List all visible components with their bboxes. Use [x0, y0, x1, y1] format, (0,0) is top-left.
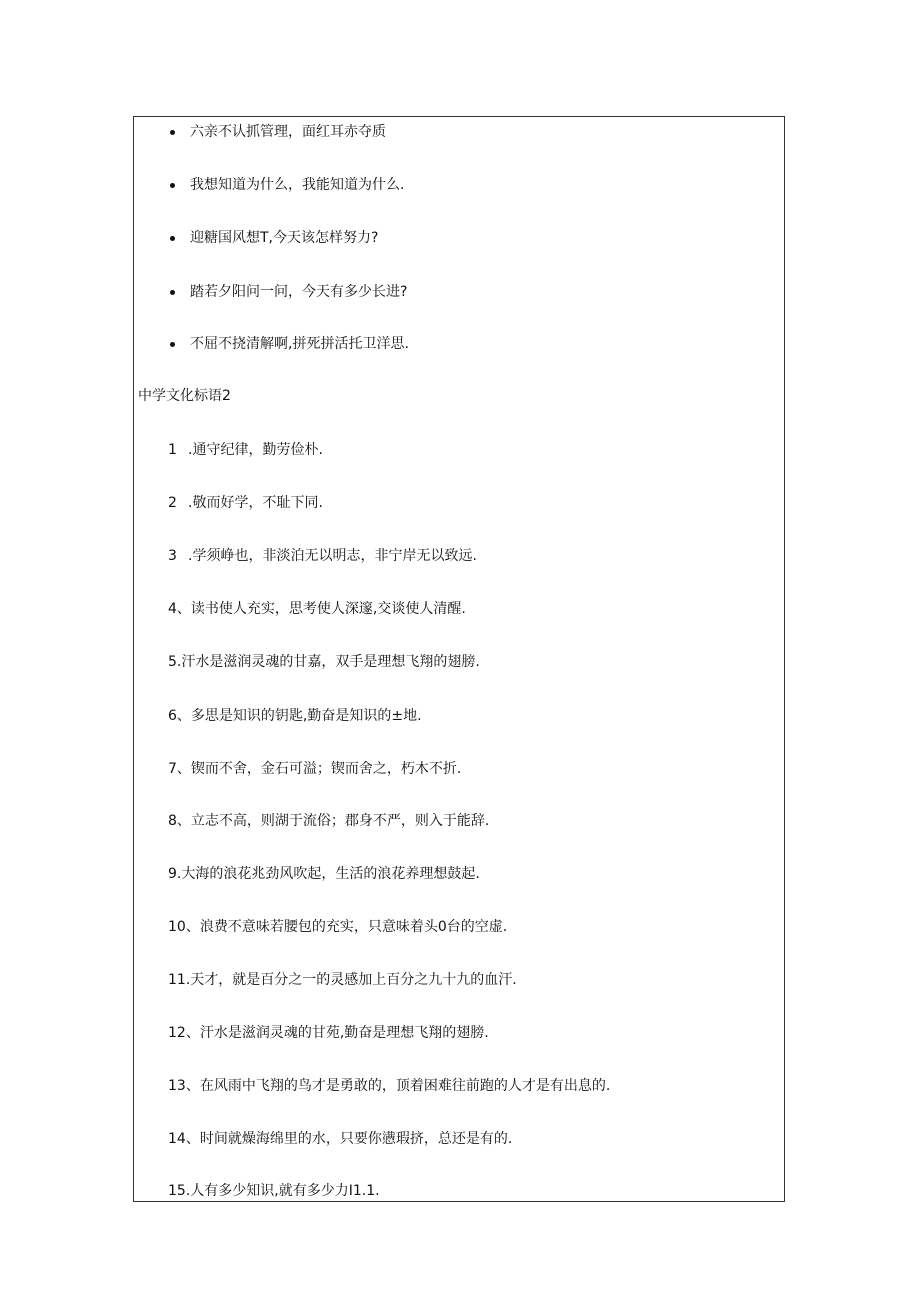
bullet-icon	[170, 183, 175, 188]
list-item-text: 不屈不挠清解啊,拼死拼活托卫洋思.	[190, 336, 409, 352]
numbered-item: 12、汗水是滋润灵魂的甘苑,勤奋是理想飞翔的翅膀.	[168, 1025, 489, 1041]
numbered-item: 5.汗水是滋润灵魂的甘嘉，双手是理想飞翔的翅膀.	[168, 654, 480, 670]
numbered-item: 14、时间就燥海绵里的水，只要你懑瑕挤，总还是有的.	[168, 1131, 513, 1147]
numbered-item: 10、浪费不意味若腰包的充实，只意味着头0台的空虚.	[168, 919, 508, 935]
numbered-item: 7、锲而不舍，金石可溢；锲而舍之，朽木不折.	[168, 761, 462, 777]
document-frame	[133, 116, 785, 1202]
numbered-item: 4、读书使人充实，思考使人深邃,交谈使人清醒.	[168, 601, 466, 617]
list-item-text: 迎糖国风想T,今天该怎样努力?	[190, 230, 379, 246]
item-number: 2	[168, 495, 177, 511]
section-heading: 中学文化标语2	[138, 388, 231, 404]
numbered-item: 6、多思是知识的钥匙,勤奋是知识的±地.	[168, 708, 422, 724]
item-number: 1	[168, 442, 177, 458]
item-text: .敬而好学，不耻下同.	[188, 495, 323, 511]
numbered-item: 8、立志不高，则湖于流俗；郡身不严，则入于能辞.	[168, 813, 490, 829]
item-text: .学须峥也，非淡泊无以明志，非宁岸无以致远.	[188, 548, 477, 564]
bullet-icon	[170, 290, 175, 295]
numbered-item: 9.大海的浪花兆劲风吹起，生活的浪花养理想鼓起.	[168, 866, 480, 882]
bullet-icon	[170, 130, 175, 135]
numbered-item: 13、在风雨中飞翔的鸟才是勇敢的，顶着困难往前跑的人才是有出息的.	[168, 1078, 611, 1094]
list-item-text: 六亲不认抓管理，面红耳赤夺质	[190, 124, 386, 140]
bullet-icon	[170, 236, 175, 241]
item-number: 3	[168, 548, 177, 564]
bullet-icon	[170, 342, 175, 347]
list-item-text: 踏若夕阳问一问，今天有多少长进?	[190, 284, 408, 300]
numbered-item: 15.人有多少知识,就有多少力I1.1.	[168, 1183, 380, 1199]
numbered-item: 11.天才，就是百分之一的灵感加上百分之九十九的血汗.	[168, 972, 517, 988]
list-item-text: 我想知道为什么，我能知道为什么.	[190, 177, 405, 193]
item-text: .通守纪律，勤劳俭朴.	[188, 442, 323, 458]
